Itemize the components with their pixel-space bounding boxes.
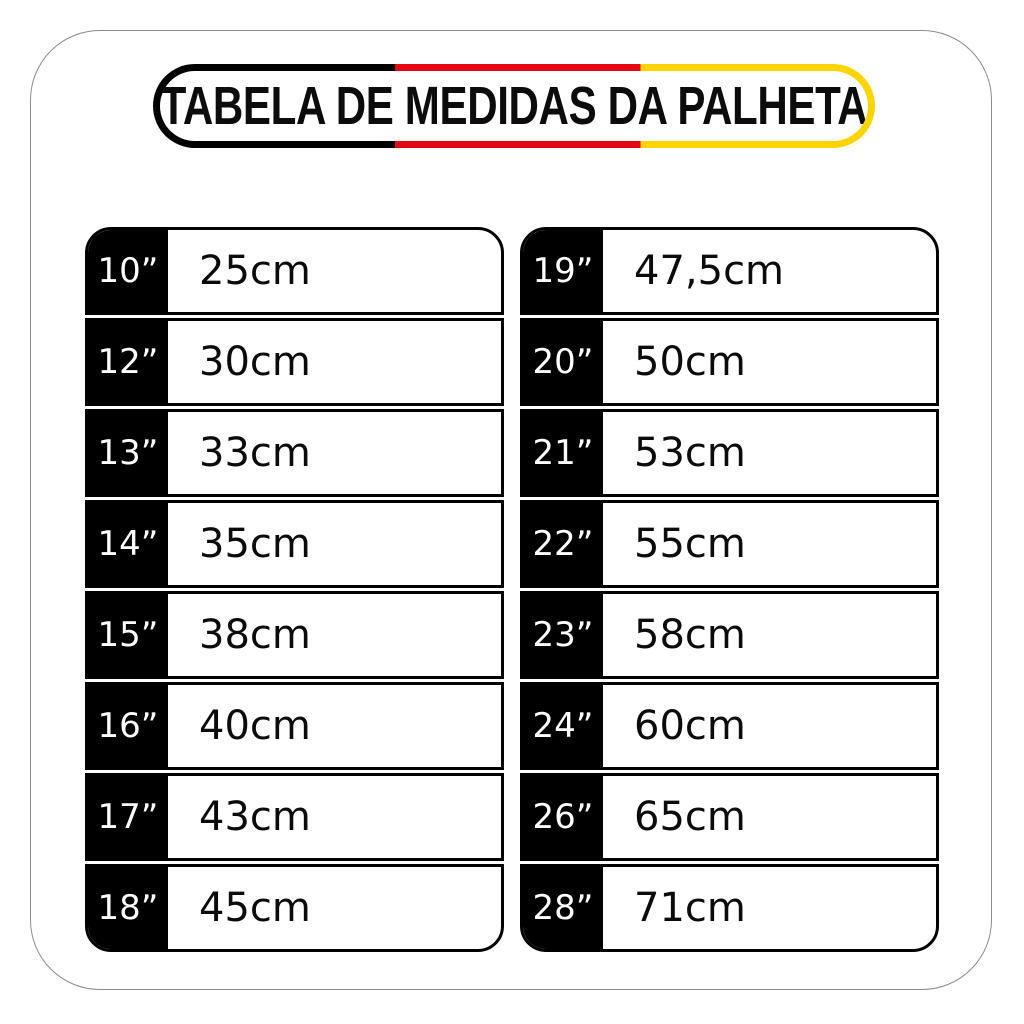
size-cm-cell: 58cm bbox=[634, 612, 746, 658]
size-cm-cell: 65cm bbox=[634, 794, 746, 840]
size-inch-cell: 24” bbox=[520, 682, 603, 770]
page-title: TABELA DE MEDIDAS DA PALHETA bbox=[160, 76, 868, 136]
size-inch-cell: 14” bbox=[85, 500, 168, 588]
size-inch-cell: 28” bbox=[520, 864, 603, 952]
table-row bbox=[85, 227, 504, 315]
table-row bbox=[520, 500, 939, 588]
title-pill-inner bbox=[160, 71, 868, 141]
size-cm-cell: 50cm bbox=[634, 339, 746, 385]
size-inch-cell: 26” bbox=[520, 773, 603, 861]
size-table-left bbox=[85, 227, 504, 952]
size-inch-cell: 20” bbox=[520, 318, 603, 406]
size-inch-cell: 12” bbox=[85, 318, 168, 406]
size-inch-cell: 21” bbox=[520, 409, 603, 497]
size-cm-cell: 60cm bbox=[634, 703, 746, 749]
table-row bbox=[85, 409, 504, 497]
size-inch-cell: 15” bbox=[85, 591, 168, 679]
size-cm-cell: 30cm bbox=[199, 339, 311, 385]
size-cm-cell: 25cm bbox=[199, 248, 311, 294]
size-inch-cell: 17” bbox=[85, 773, 168, 861]
table-row bbox=[520, 227, 939, 315]
size-inch-cell: 19” bbox=[520, 227, 603, 315]
table-row bbox=[85, 773, 504, 861]
table-row bbox=[85, 591, 504, 679]
size-cm-cell: 38cm bbox=[199, 612, 311, 658]
size-cm-cell: 33cm bbox=[199, 430, 311, 476]
table-row bbox=[520, 409, 939, 497]
table-row bbox=[520, 682, 939, 770]
table-row bbox=[520, 773, 939, 861]
size-cm-cell: 55cm bbox=[634, 521, 746, 567]
size-cm-cell: 71cm bbox=[634, 885, 746, 931]
size-inch-cell: 18” bbox=[85, 864, 168, 952]
size-tables bbox=[85, 227, 939, 952]
table-row bbox=[85, 864, 504, 952]
table-row bbox=[520, 591, 939, 679]
size-inch-cell: 22” bbox=[520, 500, 603, 588]
table-row bbox=[520, 864, 939, 952]
size-table-right bbox=[520, 227, 939, 952]
size-cm-cell: 35cm bbox=[199, 521, 311, 567]
table-row bbox=[520, 318, 939, 406]
table-row bbox=[85, 318, 504, 406]
table-row bbox=[85, 682, 504, 770]
size-inch-cell: 13” bbox=[85, 409, 168, 497]
size-inch-cell: 23” bbox=[520, 591, 603, 679]
table-row bbox=[85, 500, 504, 588]
size-inch-cell: 10” bbox=[85, 227, 168, 315]
size-cm-cell: 43cm bbox=[199, 794, 311, 840]
size-cm-cell: 45cm bbox=[199, 885, 311, 931]
title-pill-border bbox=[153, 64, 875, 148]
size-inch-cell: 16” bbox=[85, 682, 168, 770]
size-cm-cell: 40cm bbox=[199, 703, 311, 749]
size-cm-cell: 47,5cm bbox=[634, 248, 785, 294]
size-cm-cell: 53cm bbox=[634, 430, 746, 476]
